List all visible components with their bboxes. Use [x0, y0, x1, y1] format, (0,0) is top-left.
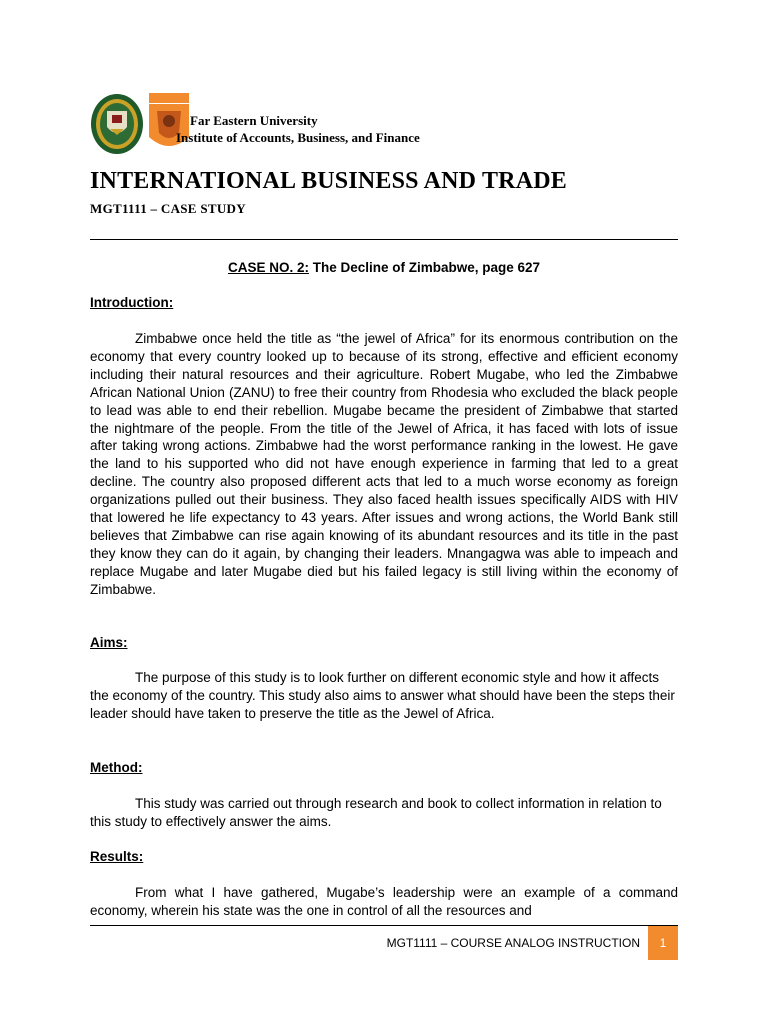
institution-header: [176, 112, 420, 146]
method-heading: Method:: [90, 760, 143, 775]
footer-course-label: MGT1111 – COURSE ANALOG INSTRUCTION: [386, 936, 640, 950]
case-heading: [90, 260, 678, 275]
header-divider: [90, 239, 678, 240]
introduction-paragraph: Zimbabwe once held the title as “the jewel of Africa” for its enormous contribution on the economy that every country looked up to because of its strong, effective and efficient economy including their natural resources and their agriculture. Robert Mugabe, who led the Zimbabwe African National Union (ZANU) to free their country from Rhodesia who excluded the black people to lead was able to end their rebellion. Mugabe became the president of Zimbabwe that started the nightmare of the people. From the title of the Jewel of Africa, it has faced with lots of issue after taking wrong actions. Zimbabwe had the worst performance ranking in the lowest. He gave the land to his supported who did not have enough experience in farming that led to a great decline. The country also proposed different acts that led to a much worse economy as foreign organizations pulled out their business. They also faced health issues specifically AIDS with HIV that lowered he life expectancy to 43 years. After issues and wrong actions, the World Bank still believes that Zimbabwe can rise again knowing of its abundant resources and its title in the past they know they can do it again, by changing their leaders. Mnangagwa was able to impeach and replace Mugabe and later Mugabe died but his failed legacy is still living within the economy of Zimbabwe.: [90, 331, 678, 597]
method-paragraph: This study was carried out through research and book to collect information in relation to this study to effectively answer the aims.: [90, 796, 662, 829]
case-title: The Decline of Zimbabwe, page 627: [312, 260, 541, 275]
document-title: INTERNATIONAL BUSINESS AND TRADE: [90, 168, 567, 194]
document-subtitle: MGT1111 – CASE STUDY: [90, 201, 246, 216]
aims-paragraph: The purpose of this study is to look further on different economic style and how it affects the economy of the country. This study also aims to answer what should have been the steps their leader should have taken to preserve the title as the Jewel of Africa.: [90, 670, 675, 721]
results-heading: Results:: [90, 849, 144, 864]
results-paragraph: From what I have gathered, Mugabe’s leadership were an example of a command economy, wherein his state was the one in control of all the resources and: [90, 885, 678, 918]
feu-seal-logo: [90, 93, 144, 155]
aims-heading: Aims:: [90, 635, 128, 650]
institute-name: Institute of Accounts, Business, and Finance: [176, 130, 420, 145]
university-name: Far Eastern University: [190, 113, 318, 128]
footer-divider: [90, 925, 678, 926]
page-number: 1: [648, 926, 678, 960]
case-number: CASE NO. 2:: [227, 260, 309, 275]
introduction-heading: Introduction:: [90, 295, 174, 310]
